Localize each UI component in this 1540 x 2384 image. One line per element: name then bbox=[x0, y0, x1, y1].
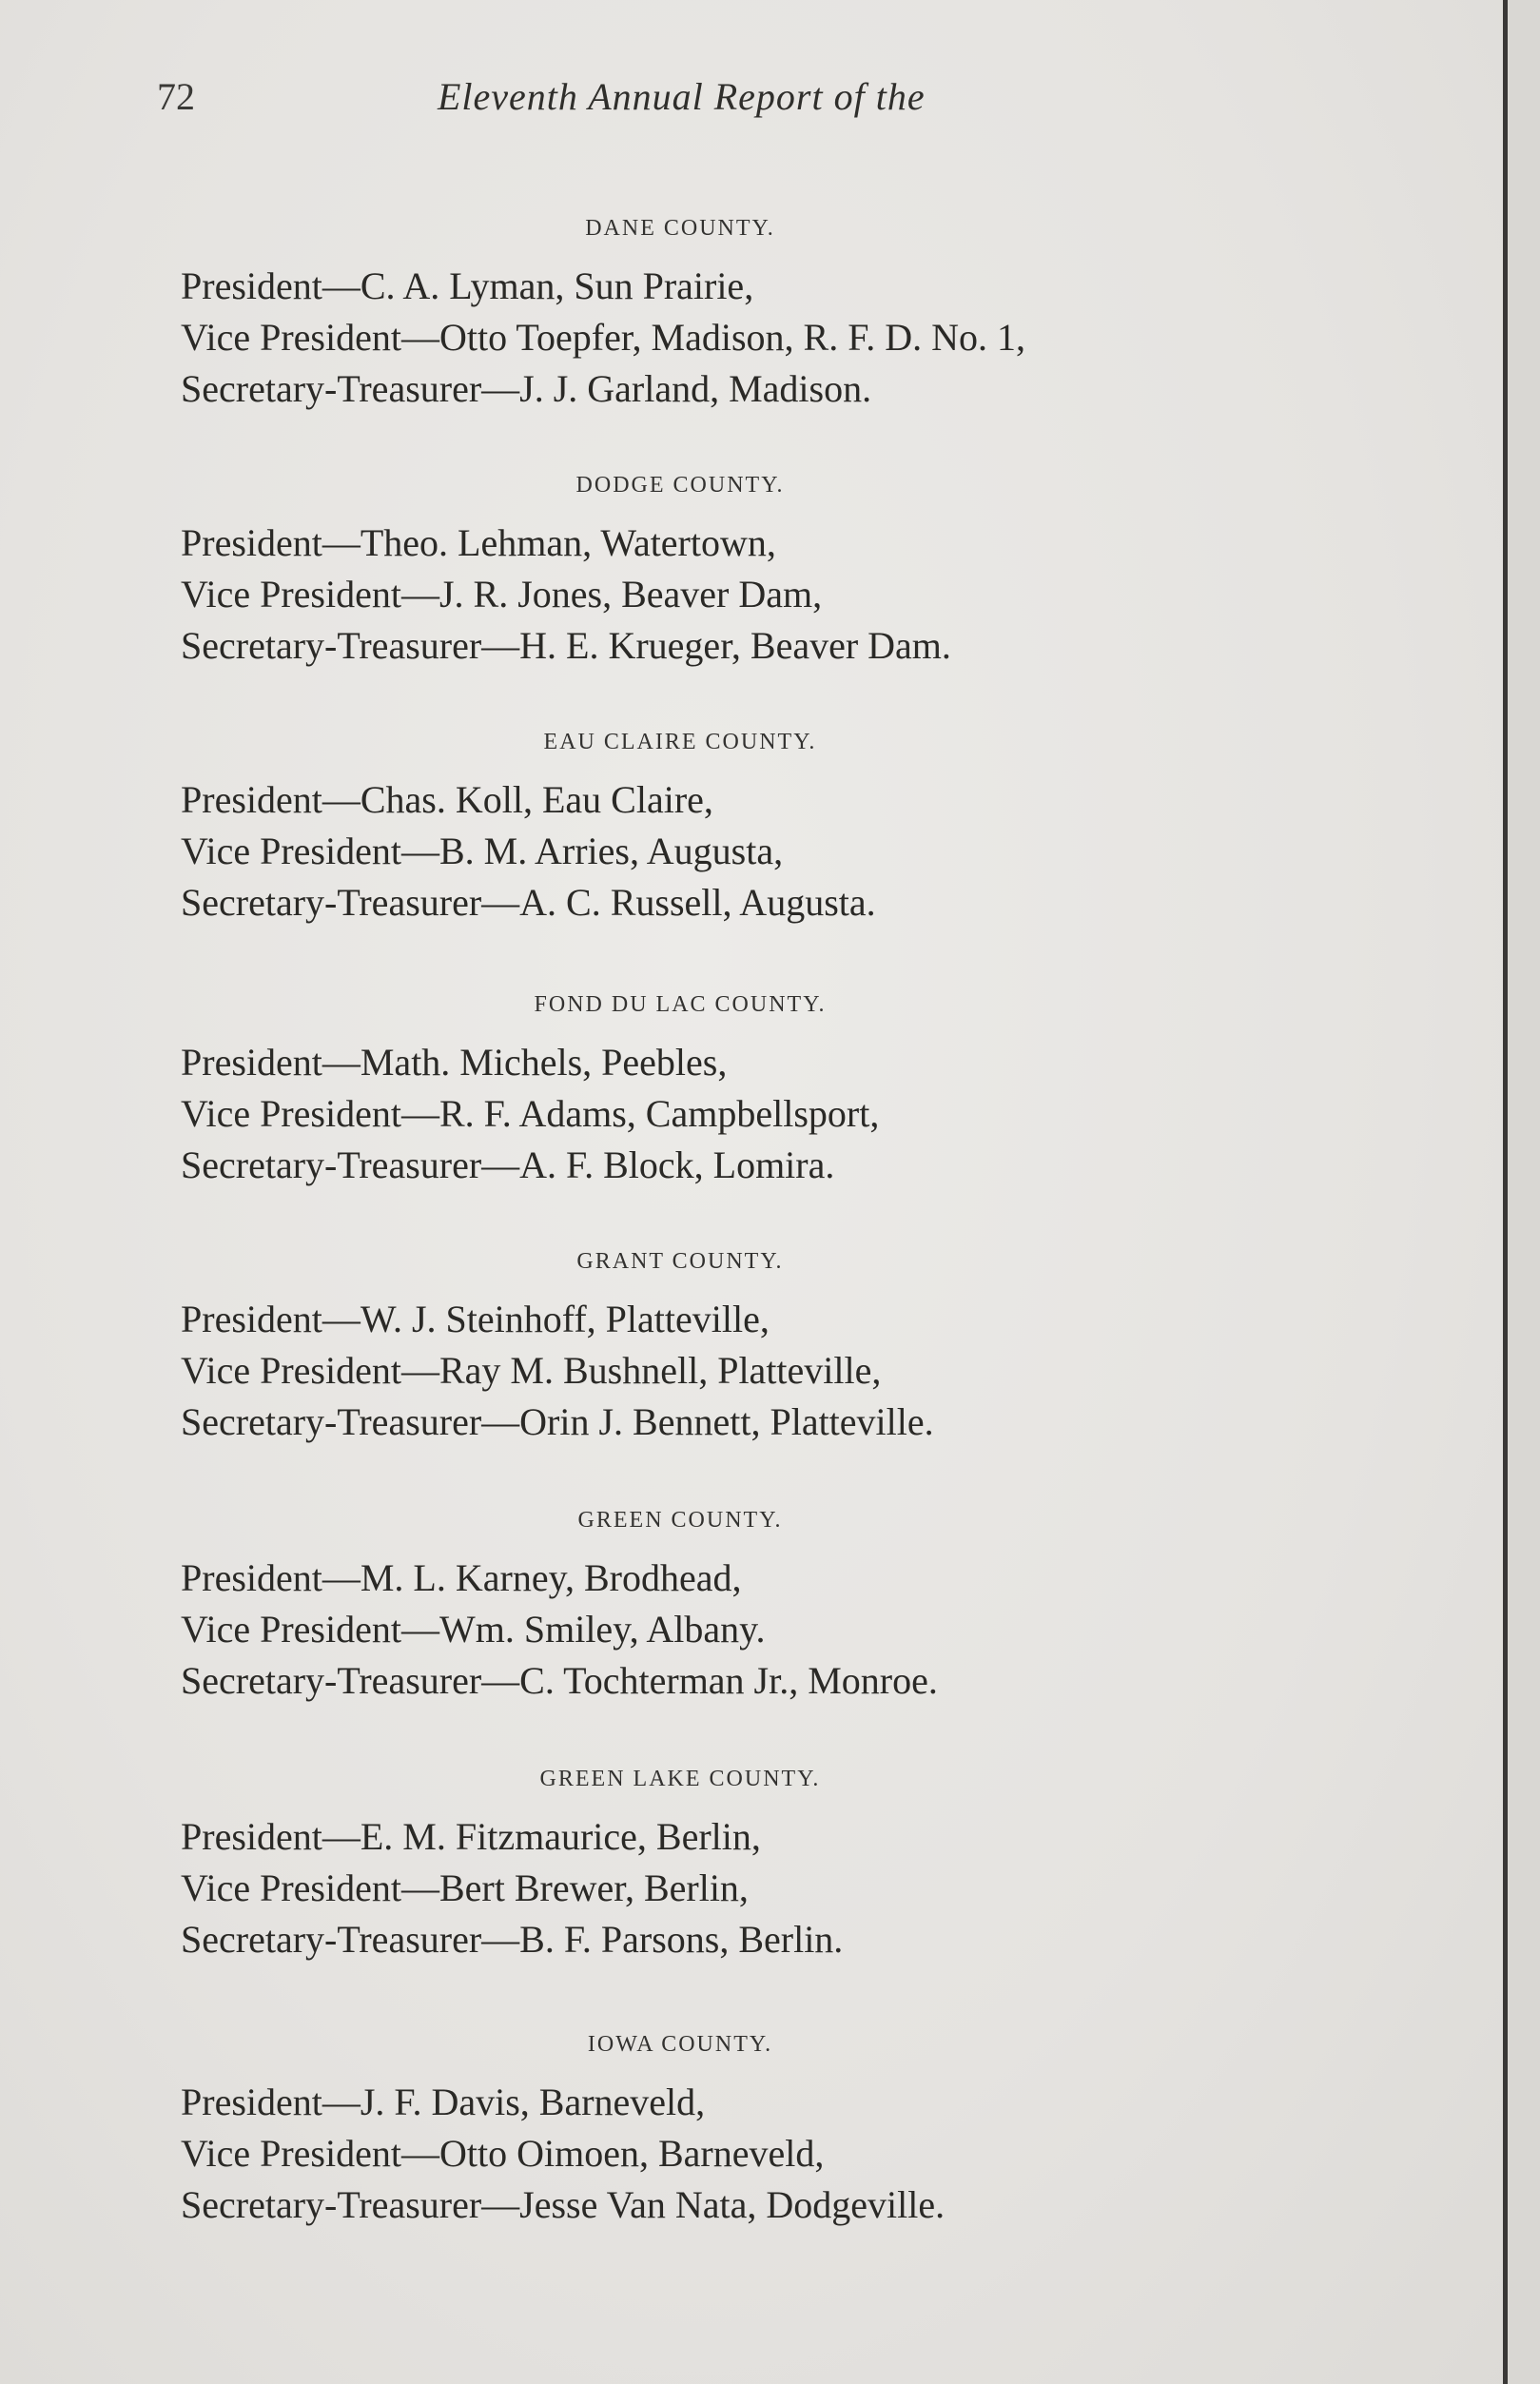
secretary-treasurer-line: Secretary-Treasurer—Jesse Van Nata, Dodgeville. bbox=[181, 2183, 945, 2226]
president-line: President—J. F. Davis, Barneveld, bbox=[181, 2081, 706, 2123]
president-line: President—C. A. Lyman, Sun Prairie, bbox=[181, 264, 754, 307]
secretary-treasurer-line: Secretary-Treasurer—B. F. Parsons, Berlin. bbox=[181, 1918, 844, 1961]
county-heading: EAU CLAIRE COUNTY. bbox=[543, 730, 817, 754]
county-heading: GREEN COUNTY. bbox=[577, 1508, 783, 1533]
county-section-green-lake bbox=[181, 1767, 1179, 1965]
president-line: President—W. J. Steinhoff, Platteville, bbox=[181, 1298, 770, 1340]
page-number: 72 bbox=[157, 75, 195, 118]
vice-president-line: Vice President—Ray M. Bushnell, Platteville, bbox=[181, 1349, 882, 1392]
county-section-eau-claire bbox=[181, 730, 1179, 928]
secretary-treasurer-line: Secretary-Treasurer—A. C. Russell, Augusta. bbox=[181, 881, 876, 924]
secretary-treasurer-line: Secretary-Treasurer—Orin J. Bennett, Platteville. bbox=[181, 1400, 934, 1443]
secretary-treasurer-line: Secretary-Treasurer—J. J. Garland, Madison. bbox=[181, 367, 872, 410]
president-line: President—M. L. Karney, Brodhead, bbox=[181, 1556, 742, 1599]
vice-president-line: Vice President—J. R. Jones, Beaver Dam, bbox=[181, 573, 823, 616]
page-edge-margin bbox=[1508, 0, 1540, 2384]
county-heading: GREEN LAKE COUNTY. bbox=[539, 1767, 821, 1791]
county-section-dane bbox=[181, 216, 1179, 415]
president-line: President—Chas. Koll, Eau Claire, bbox=[181, 778, 713, 821]
vice-president-line: Vice President—Wm. Smiley, Albany. bbox=[181, 1608, 766, 1651]
vice-president-line: Vice President—Otto Toepfer, Madison, R. F. D. No. 1, bbox=[181, 316, 1026, 359]
county-section-green bbox=[181, 1508, 1179, 1707]
county-section-dodge bbox=[181, 473, 1179, 672]
county-heading: DANE COUNTY. bbox=[585, 216, 775, 241]
vice-president-line: Vice President—Otto Oimoen, Barneveld, bbox=[181, 2132, 825, 2175]
vice-president-line: Vice President—R. F. Adams, Campbellsport, bbox=[181, 1092, 880, 1135]
page-header bbox=[157, 74, 1108, 131]
county-section-fond-du-lac bbox=[181, 992, 1179, 1191]
county-section-iowa bbox=[181, 2032, 1179, 2231]
county-heading: IOWA COUNTY. bbox=[587, 2032, 773, 2057]
vice-president-line: Vice President—B. M. Arries, Augusta, bbox=[181, 830, 784, 872]
secretary-treasurer-line: Secretary-Treasurer—A. F. Block, Lomira. bbox=[181, 1143, 835, 1186]
president-line: President—Theo. Lehman, Watertown, bbox=[181, 521, 776, 564]
county-heading: FOND DU LAC COUNTY. bbox=[534, 992, 827, 1017]
county-heading: DODGE COUNTY. bbox=[575, 473, 785, 498]
running-title: Eleventh Annual Report of the bbox=[438, 75, 926, 118]
secretary-treasurer-line: Secretary-Treasurer—C. Tochterman Jr., Monroe. bbox=[181, 1659, 938, 1702]
secretary-treasurer-line: Secretary-Treasurer—H. E. Krueger, Beaver Dam. bbox=[181, 624, 951, 667]
president-line: President—E. M. Fitzmaurice, Berlin, bbox=[181, 1815, 761, 1858]
county-section-grant bbox=[181, 1249, 1179, 1448]
county-heading: GRANT COUNTY. bbox=[576, 1249, 784, 1274]
president-line: President—Math. Michels, Peebles, bbox=[181, 1041, 728, 1084]
vice-president-line: Vice President—Bert Brewer, Berlin, bbox=[181, 1866, 749, 1909]
